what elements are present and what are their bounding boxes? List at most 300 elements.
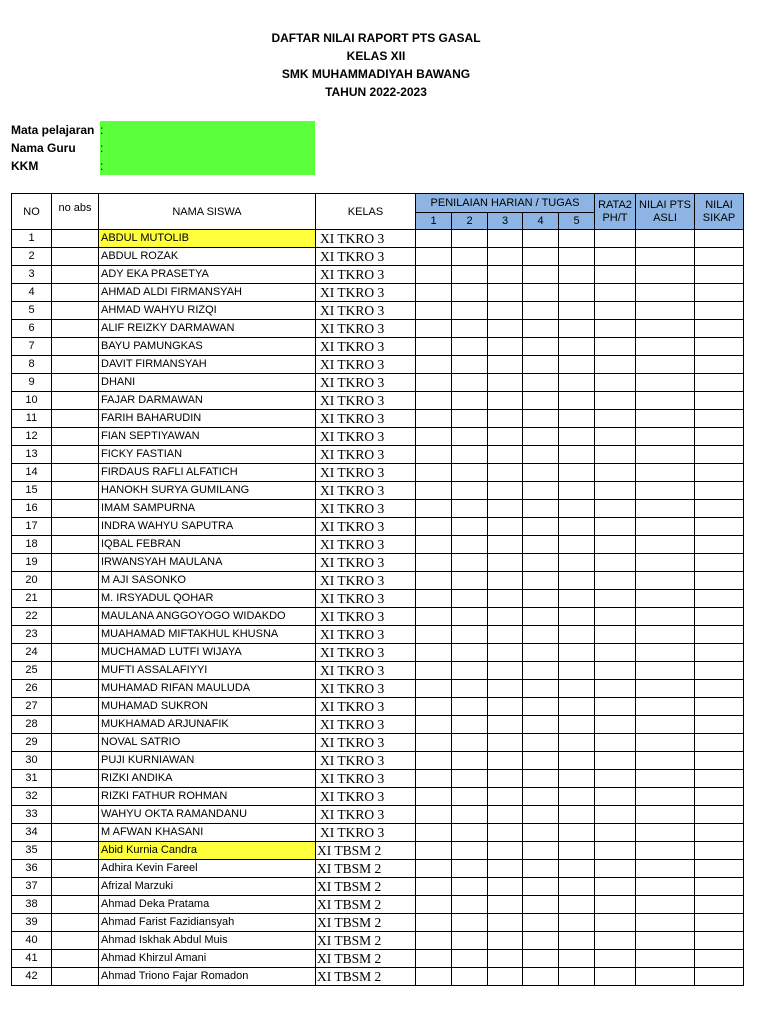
ph-score-4[interactable] bbox=[523, 482, 559, 500]
no-abs-cell[interactable] bbox=[52, 824, 99, 842]
rata2-cell[interactable] bbox=[595, 932, 636, 950]
pts-score-cell[interactable] bbox=[636, 374, 695, 392]
sikap-cell[interactable] bbox=[695, 302, 744, 320]
ph-score-4[interactable] bbox=[523, 284, 559, 302]
ph-score-5[interactable] bbox=[559, 356, 595, 374]
meta-input-area[interactable] bbox=[100, 121, 315, 175]
pts-score-cell[interactable] bbox=[636, 500, 695, 518]
ph-score-2[interactable] bbox=[452, 230, 488, 248]
ph-score-2[interactable] bbox=[452, 518, 488, 536]
rata2-cell[interactable] bbox=[595, 554, 636, 572]
ph-score-2[interactable] bbox=[452, 896, 488, 914]
ph-score-2[interactable] bbox=[452, 824, 488, 842]
ph-score-5[interactable] bbox=[559, 590, 595, 608]
ph-score-3[interactable] bbox=[488, 608, 523, 626]
ph-score-5[interactable] bbox=[559, 500, 595, 518]
ph-score-5[interactable] bbox=[559, 572, 595, 590]
ph-score-4[interactable] bbox=[523, 356, 559, 374]
ph-score-2[interactable] bbox=[452, 932, 488, 950]
ph-score-3[interactable] bbox=[488, 824, 523, 842]
ph-score-5[interactable] bbox=[559, 464, 595, 482]
sikap-cell[interactable] bbox=[695, 554, 744, 572]
no-abs-cell[interactable] bbox=[52, 302, 99, 320]
ph-score-1[interactable] bbox=[416, 392, 452, 410]
no-abs-cell[interactable] bbox=[52, 572, 99, 590]
ph-score-5[interactable] bbox=[559, 374, 595, 392]
ph-score-1[interactable] bbox=[416, 806, 452, 824]
no-abs-cell[interactable] bbox=[52, 950, 99, 968]
pts-score-cell[interactable] bbox=[636, 464, 695, 482]
ph-score-2[interactable] bbox=[452, 482, 488, 500]
ph-score-5[interactable] bbox=[559, 842, 595, 860]
ph-score-1[interactable] bbox=[416, 698, 452, 716]
ph-score-1[interactable] bbox=[416, 230, 452, 248]
ph-score-3[interactable] bbox=[488, 482, 523, 500]
ph-score-3[interactable] bbox=[488, 356, 523, 374]
pts-score-cell[interactable] bbox=[636, 266, 695, 284]
ph-score-5[interactable] bbox=[559, 248, 595, 266]
rata2-cell[interactable] bbox=[595, 428, 636, 446]
sikap-cell[interactable] bbox=[695, 230, 744, 248]
ph-score-4[interactable] bbox=[523, 878, 559, 896]
no-abs-cell[interactable] bbox=[52, 734, 99, 752]
ph-score-3[interactable] bbox=[488, 878, 523, 896]
ph-score-4[interactable] bbox=[523, 338, 559, 356]
ph-score-1[interactable] bbox=[416, 446, 452, 464]
ph-score-3[interactable] bbox=[488, 320, 523, 338]
ph-score-5[interactable] bbox=[559, 518, 595, 536]
rata2-cell[interactable] bbox=[595, 626, 636, 644]
ph-score-5[interactable] bbox=[559, 698, 595, 716]
ph-score-5[interactable] bbox=[559, 626, 595, 644]
sikap-cell[interactable] bbox=[695, 266, 744, 284]
ph-score-5[interactable] bbox=[559, 914, 595, 932]
pts-score-cell[interactable] bbox=[636, 734, 695, 752]
ph-score-5[interactable] bbox=[559, 302, 595, 320]
rata2-cell[interactable] bbox=[595, 536, 636, 554]
sikap-cell[interactable] bbox=[695, 446, 744, 464]
ph-score-3[interactable] bbox=[488, 572, 523, 590]
rata2-cell[interactable] bbox=[595, 410, 636, 428]
ph-score-1[interactable] bbox=[416, 824, 452, 842]
rata2-cell[interactable] bbox=[595, 482, 636, 500]
ph-score-4[interactable] bbox=[523, 230, 559, 248]
no-abs-cell[interactable] bbox=[52, 680, 99, 698]
ph-score-1[interactable] bbox=[416, 428, 452, 446]
ph-score-1[interactable] bbox=[416, 608, 452, 626]
rata2-cell[interactable] bbox=[595, 518, 636, 536]
ph-score-3[interactable] bbox=[488, 230, 523, 248]
ph-score-2[interactable] bbox=[452, 410, 488, 428]
pts-score-cell[interactable] bbox=[636, 698, 695, 716]
ph-score-4[interactable] bbox=[523, 770, 559, 788]
ph-score-2[interactable] bbox=[452, 554, 488, 572]
ph-score-1[interactable] bbox=[416, 932, 452, 950]
ph-score-2[interactable] bbox=[452, 752, 488, 770]
ph-score-2[interactable] bbox=[452, 644, 488, 662]
rata2-cell[interactable] bbox=[595, 914, 636, 932]
rata2-cell[interactable] bbox=[595, 716, 636, 734]
pts-score-cell[interactable] bbox=[636, 410, 695, 428]
ph-score-5[interactable] bbox=[559, 752, 595, 770]
ph-score-3[interactable] bbox=[488, 896, 523, 914]
rata2-cell[interactable] bbox=[595, 860, 636, 878]
pts-score-cell[interactable] bbox=[636, 914, 695, 932]
sikap-cell[interactable] bbox=[695, 914, 744, 932]
ph-score-2[interactable] bbox=[452, 914, 488, 932]
pts-score-cell[interactable] bbox=[636, 446, 695, 464]
ph-score-3[interactable] bbox=[488, 860, 523, 878]
ph-score-5[interactable] bbox=[559, 392, 595, 410]
ph-score-4[interactable] bbox=[523, 626, 559, 644]
ph-score-4[interactable] bbox=[523, 806, 559, 824]
sikap-cell[interactable] bbox=[695, 770, 744, 788]
sikap-cell[interactable] bbox=[695, 572, 744, 590]
pts-score-cell[interactable] bbox=[636, 968, 695, 986]
no-abs-cell[interactable] bbox=[52, 770, 99, 788]
ph-score-2[interactable] bbox=[452, 248, 488, 266]
no-abs-cell[interactable] bbox=[52, 914, 99, 932]
sikap-cell[interactable] bbox=[695, 950, 744, 968]
ph-score-4[interactable] bbox=[523, 914, 559, 932]
pts-score-cell[interactable] bbox=[636, 806, 695, 824]
ph-score-3[interactable] bbox=[488, 680, 523, 698]
pts-score-cell[interactable] bbox=[636, 896, 695, 914]
sikap-cell[interactable] bbox=[695, 320, 744, 338]
sikap-cell[interactable] bbox=[695, 896, 744, 914]
ph-score-4[interactable] bbox=[523, 248, 559, 266]
ph-score-1[interactable] bbox=[416, 626, 452, 644]
ph-score-1[interactable] bbox=[416, 302, 452, 320]
ph-score-4[interactable] bbox=[523, 374, 559, 392]
no-abs-cell[interactable] bbox=[52, 554, 99, 572]
ph-score-2[interactable] bbox=[452, 734, 488, 752]
ph-score-2[interactable] bbox=[452, 302, 488, 320]
ph-score-2[interactable] bbox=[452, 716, 488, 734]
ph-score-1[interactable] bbox=[416, 500, 452, 518]
pts-score-cell[interactable] bbox=[636, 428, 695, 446]
ph-score-4[interactable] bbox=[523, 554, 559, 572]
ph-score-4[interactable] bbox=[523, 266, 559, 284]
ph-score-4[interactable] bbox=[523, 446, 559, 464]
rata2-cell[interactable] bbox=[595, 842, 636, 860]
ph-score-2[interactable] bbox=[452, 842, 488, 860]
rata2-cell[interactable] bbox=[595, 266, 636, 284]
rata2-cell[interactable] bbox=[595, 248, 636, 266]
ph-score-2[interactable] bbox=[452, 626, 488, 644]
ph-score-1[interactable] bbox=[416, 554, 452, 572]
rata2-cell[interactable] bbox=[595, 788, 636, 806]
sikap-cell[interactable] bbox=[695, 284, 744, 302]
ph-score-2[interactable] bbox=[452, 500, 488, 518]
pts-score-cell[interactable] bbox=[636, 842, 695, 860]
rata2-cell[interactable] bbox=[595, 734, 636, 752]
sikap-cell[interactable] bbox=[695, 590, 744, 608]
ph-score-2[interactable] bbox=[452, 770, 488, 788]
pts-score-cell[interactable] bbox=[636, 536, 695, 554]
no-abs-cell[interactable] bbox=[52, 320, 99, 338]
ph-score-4[interactable] bbox=[523, 860, 559, 878]
ph-score-1[interactable] bbox=[416, 482, 452, 500]
rata2-cell[interactable] bbox=[595, 698, 636, 716]
ph-score-5[interactable] bbox=[559, 770, 595, 788]
ph-score-3[interactable] bbox=[488, 338, 523, 356]
rata2-cell[interactable] bbox=[595, 950, 636, 968]
ph-score-5[interactable] bbox=[559, 662, 595, 680]
ph-score-4[interactable] bbox=[523, 968, 559, 986]
no-abs-cell[interactable] bbox=[52, 446, 99, 464]
no-abs-cell[interactable] bbox=[52, 266, 99, 284]
rata2-cell[interactable] bbox=[595, 392, 636, 410]
ph-score-5[interactable] bbox=[559, 644, 595, 662]
ph-score-4[interactable] bbox=[523, 608, 559, 626]
ph-score-5[interactable] bbox=[559, 536, 595, 554]
no-abs-cell[interactable] bbox=[52, 230, 99, 248]
sikap-cell[interactable] bbox=[695, 824, 744, 842]
sikap-cell[interactable] bbox=[695, 806, 744, 824]
pts-score-cell[interactable] bbox=[636, 590, 695, 608]
ph-score-4[interactable] bbox=[523, 536, 559, 554]
no-abs-cell[interactable] bbox=[52, 878, 99, 896]
rata2-cell[interactable] bbox=[595, 896, 636, 914]
ph-score-2[interactable] bbox=[452, 392, 488, 410]
ph-score-1[interactable] bbox=[416, 662, 452, 680]
no-abs-cell[interactable] bbox=[52, 698, 99, 716]
sikap-cell[interactable] bbox=[695, 680, 744, 698]
ph-score-3[interactable] bbox=[488, 698, 523, 716]
ph-score-4[interactable] bbox=[523, 662, 559, 680]
sikap-cell[interactable] bbox=[695, 410, 744, 428]
ph-score-3[interactable] bbox=[488, 716, 523, 734]
pts-score-cell[interactable] bbox=[636, 518, 695, 536]
no-abs-cell[interactable] bbox=[52, 644, 99, 662]
ph-score-4[interactable] bbox=[523, 734, 559, 752]
ph-score-5[interactable] bbox=[559, 338, 595, 356]
ph-score-2[interactable] bbox=[452, 464, 488, 482]
pts-score-cell[interactable] bbox=[636, 554, 695, 572]
ph-score-1[interactable] bbox=[416, 518, 452, 536]
sikap-cell[interactable] bbox=[695, 374, 744, 392]
ph-score-2[interactable] bbox=[452, 374, 488, 392]
ph-score-4[interactable] bbox=[523, 518, 559, 536]
ph-score-1[interactable] bbox=[416, 266, 452, 284]
no-abs-cell[interactable] bbox=[52, 842, 99, 860]
no-abs-cell[interactable] bbox=[52, 608, 99, 626]
sikap-cell[interactable] bbox=[695, 788, 744, 806]
pts-score-cell[interactable] bbox=[636, 626, 695, 644]
ph-score-3[interactable] bbox=[488, 626, 523, 644]
no-abs-cell[interactable] bbox=[52, 788, 99, 806]
ph-score-4[interactable] bbox=[523, 392, 559, 410]
ph-score-3[interactable] bbox=[488, 932, 523, 950]
rata2-cell[interactable] bbox=[595, 680, 636, 698]
pts-score-cell[interactable] bbox=[636, 482, 695, 500]
ph-score-1[interactable] bbox=[416, 788, 452, 806]
ph-score-5[interactable] bbox=[559, 410, 595, 428]
sikap-cell[interactable] bbox=[695, 464, 744, 482]
pts-score-cell[interactable] bbox=[636, 824, 695, 842]
ph-score-1[interactable] bbox=[416, 536, 452, 554]
ph-score-3[interactable] bbox=[488, 410, 523, 428]
no-abs-cell[interactable] bbox=[52, 482, 99, 500]
ph-score-1[interactable] bbox=[416, 878, 452, 896]
sikap-cell[interactable] bbox=[695, 356, 744, 374]
ph-score-5[interactable] bbox=[559, 734, 595, 752]
no-abs-cell[interactable] bbox=[52, 536, 99, 554]
ph-score-5[interactable] bbox=[559, 968, 595, 986]
no-abs-cell[interactable] bbox=[52, 338, 99, 356]
ph-score-3[interactable] bbox=[488, 968, 523, 986]
pts-score-cell[interactable] bbox=[636, 572, 695, 590]
ph-score-1[interactable] bbox=[416, 356, 452, 374]
no-abs-cell[interactable] bbox=[52, 626, 99, 644]
rata2-cell[interactable] bbox=[595, 878, 636, 896]
ph-score-1[interactable] bbox=[416, 968, 452, 986]
sikap-cell[interactable] bbox=[695, 698, 744, 716]
rata2-cell[interactable] bbox=[595, 356, 636, 374]
rata2-cell[interactable] bbox=[595, 230, 636, 248]
no-abs-cell[interactable] bbox=[52, 356, 99, 374]
pts-score-cell[interactable] bbox=[636, 230, 695, 248]
ph-score-1[interactable] bbox=[416, 464, 452, 482]
ph-score-1[interactable] bbox=[416, 842, 452, 860]
ph-score-4[interactable] bbox=[523, 788, 559, 806]
ph-score-1[interactable] bbox=[416, 338, 452, 356]
ph-score-1[interactable] bbox=[416, 770, 452, 788]
no-abs-cell[interactable] bbox=[52, 896, 99, 914]
ph-score-3[interactable] bbox=[488, 500, 523, 518]
ph-score-3[interactable] bbox=[488, 428, 523, 446]
no-abs-cell[interactable] bbox=[52, 968, 99, 986]
sikap-cell[interactable] bbox=[695, 500, 744, 518]
sikap-cell[interactable] bbox=[695, 716, 744, 734]
ph-score-4[interactable] bbox=[523, 698, 559, 716]
rata2-cell[interactable] bbox=[595, 590, 636, 608]
sikap-cell[interactable] bbox=[695, 536, 744, 554]
ph-score-1[interactable] bbox=[416, 320, 452, 338]
ph-score-2[interactable] bbox=[452, 428, 488, 446]
ph-score-3[interactable] bbox=[488, 284, 523, 302]
ph-score-2[interactable] bbox=[452, 806, 488, 824]
sikap-cell[interactable] bbox=[695, 518, 744, 536]
ph-score-2[interactable] bbox=[452, 608, 488, 626]
ph-score-3[interactable] bbox=[488, 446, 523, 464]
ph-score-1[interactable] bbox=[416, 680, 452, 698]
rata2-cell[interactable] bbox=[595, 302, 636, 320]
rata2-cell[interactable] bbox=[595, 338, 636, 356]
ph-score-4[interactable] bbox=[523, 572, 559, 590]
rata2-cell[interactable] bbox=[595, 662, 636, 680]
ph-score-5[interactable] bbox=[559, 950, 595, 968]
ph-score-5[interactable] bbox=[559, 428, 595, 446]
no-abs-cell[interactable] bbox=[52, 392, 99, 410]
ph-score-1[interactable] bbox=[416, 950, 452, 968]
sikap-cell[interactable] bbox=[695, 482, 744, 500]
ph-score-1[interactable] bbox=[416, 752, 452, 770]
ph-score-2[interactable] bbox=[452, 266, 488, 284]
ph-score-1[interactable] bbox=[416, 896, 452, 914]
pts-score-cell[interactable] bbox=[636, 932, 695, 950]
rata2-cell[interactable] bbox=[595, 446, 636, 464]
ph-score-2[interactable] bbox=[452, 860, 488, 878]
ph-score-3[interactable] bbox=[488, 950, 523, 968]
ph-score-2[interactable] bbox=[452, 590, 488, 608]
ph-score-4[interactable] bbox=[523, 680, 559, 698]
ph-score-4[interactable] bbox=[523, 428, 559, 446]
ph-score-3[interactable] bbox=[488, 518, 523, 536]
no-abs-cell[interactable] bbox=[52, 500, 99, 518]
ph-score-3[interactable] bbox=[488, 752, 523, 770]
sikap-cell[interactable] bbox=[695, 860, 744, 878]
sikap-cell[interactable] bbox=[695, 968, 744, 986]
ph-score-1[interactable] bbox=[416, 716, 452, 734]
ph-score-5[interactable] bbox=[559, 932, 595, 950]
pts-score-cell[interactable] bbox=[636, 284, 695, 302]
rata2-cell[interactable] bbox=[595, 752, 636, 770]
rata2-cell[interactable] bbox=[595, 968, 636, 986]
no-abs-cell[interactable] bbox=[52, 374, 99, 392]
sikap-cell[interactable] bbox=[695, 932, 744, 950]
ph-score-3[interactable] bbox=[488, 734, 523, 752]
ph-score-2[interactable] bbox=[452, 950, 488, 968]
pts-score-cell[interactable] bbox=[636, 392, 695, 410]
ph-score-5[interactable] bbox=[559, 788, 595, 806]
ph-score-5[interactable] bbox=[559, 320, 595, 338]
ph-score-4[interactable] bbox=[523, 464, 559, 482]
ph-score-2[interactable] bbox=[452, 662, 488, 680]
sikap-cell[interactable] bbox=[695, 878, 744, 896]
ph-score-4[interactable] bbox=[523, 752, 559, 770]
ph-score-1[interactable] bbox=[416, 644, 452, 662]
pts-score-cell[interactable] bbox=[636, 356, 695, 374]
no-abs-cell[interactable] bbox=[52, 662, 99, 680]
ph-score-1[interactable] bbox=[416, 572, 452, 590]
no-abs-cell[interactable] bbox=[52, 716, 99, 734]
rata2-cell[interactable] bbox=[595, 284, 636, 302]
sikap-cell[interactable] bbox=[695, 752, 744, 770]
ph-score-4[interactable] bbox=[523, 842, 559, 860]
ph-score-3[interactable] bbox=[488, 374, 523, 392]
pts-score-cell[interactable] bbox=[636, 770, 695, 788]
rata2-cell[interactable] bbox=[595, 464, 636, 482]
pts-score-cell[interactable] bbox=[636, 878, 695, 896]
ph-score-4[interactable] bbox=[523, 302, 559, 320]
ph-score-4[interactable] bbox=[523, 500, 559, 518]
ph-score-3[interactable] bbox=[488, 392, 523, 410]
pts-score-cell[interactable] bbox=[636, 788, 695, 806]
ph-score-4[interactable] bbox=[523, 896, 559, 914]
ph-score-4[interactable] bbox=[523, 716, 559, 734]
no-abs-cell[interactable] bbox=[52, 518, 99, 536]
ph-score-5[interactable] bbox=[559, 266, 595, 284]
sikap-cell[interactable] bbox=[695, 734, 744, 752]
ph-score-3[interactable] bbox=[488, 788, 523, 806]
ph-score-2[interactable] bbox=[452, 446, 488, 464]
ph-score-5[interactable] bbox=[559, 860, 595, 878]
pts-score-cell[interactable] bbox=[636, 644, 695, 662]
ph-score-5[interactable] bbox=[559, 608, 595, 626]
pts-score-cell[interactable] bbox=[636, 950, 695, 968]
ph-score-3[interactable] bbox=[488, 266, 523, 284]
ph-score-1[interactable] bbox=[416, 410, 452, 428]
rata2-cell[interactable] bbox=[595, 824, 636, 842]
pts-score-cell[interactable] bbox=[636, 860, 695, 878]
no-abs-cell[interactable] bbox=[52, 860, 99, 878]
ph-score-2[interactable] bbox=[452, 968, 488, 986]
ph-score-2[interactable] bbox=[452, 536, 488, 554]
ph-score-2[interactable] bbox=[452, 572, 488, 590]
ph-score-3[interactable] bbox=[488, 644, 523, 662]
